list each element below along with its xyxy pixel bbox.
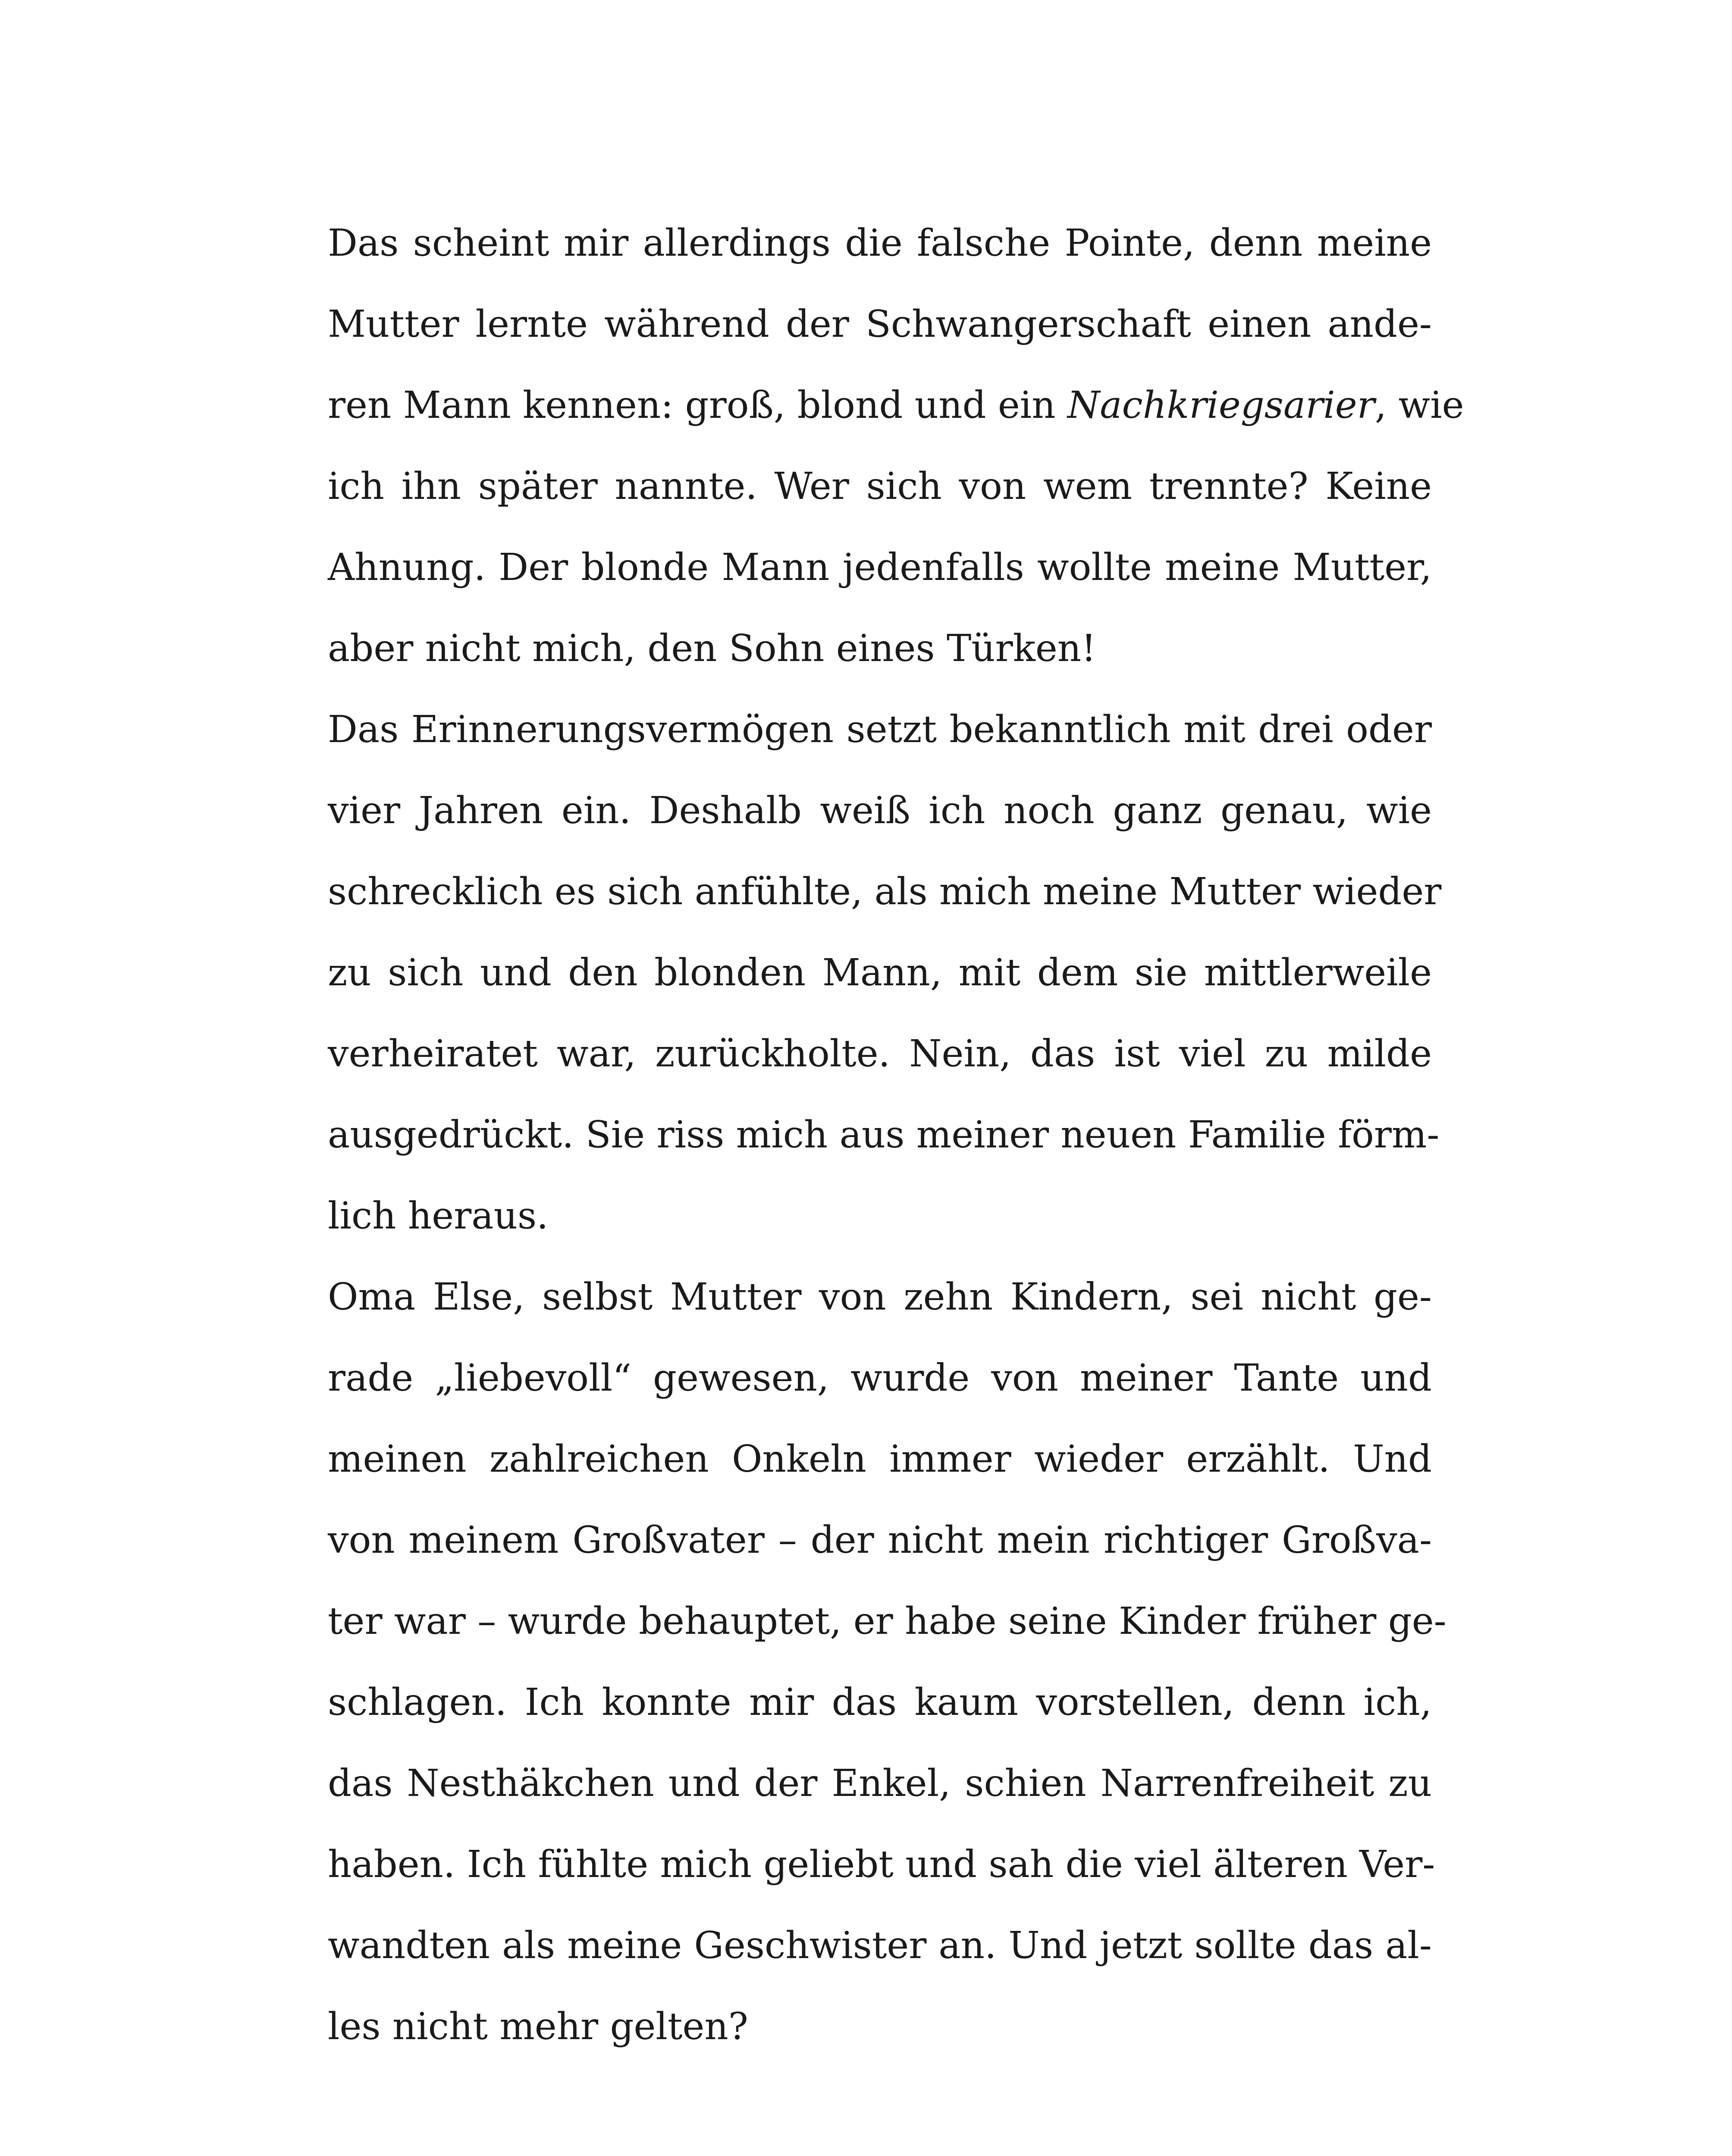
- text-line: [328, 1013, 1432, 1094]
- text-line: [328, 608, 1432, 689]
- text-segment: das Nesthäkchen und der Enkel, schien Narrenfreiheit zu: [328, 1762, 1432, 1805]
- text-segment: , wie: [1374, 384, 1464, 427]
- text-line: [328, 851, 1442, 932]
- text-segment: vier Jahren ein. Deshalb weiß ich noch ganz genau, wie: [328, 789, 1432, 832]
- text-segment: haben. Ich fühlte mich geliebt und sah die viel älteren Ver-: [328, 1843, 1435, 1886]
- text-segment: lich heraus.: [328, 1194, 549, 1238]
- paragraph: [328, 1257, 1446, 2067]
- italic-term: Nachkriegsarier: [1067, 384, 1375, 427]
- text-line: [328, 689, 1432, 770]
- body-text: [328, 203, 1464, 2067]
- text-segment: ren Mann kennen: groß, blond und ein: [328, 384, 1068, 427]
- text-line: [328, 1175, 1432, 1257]
- text-line: [328, 1257, 1432, 1338]
- text-line: [328, 203, 1432, 284]
- text-segment: meinen zahlreichen Onkeln immer wieder erzählt. Und: [328, 1438, 1432, 1481]
- text-line: [328, 1662, 1432, 1743]
- text-segment: ausgedrückt. Sie riss mich aus meiner neuen Familie förm-: [328, 1113, 1440, 1156]
- text-line: [328, 284, 1432, 365]
- text-line: [328, 1500, 1432, 1581]
- text-line: [328, 1743, 1432, 1824]
- text-segment: schrecklich es sich anfühlte, als mich meine Mutter wieder: [328, 870, 1442, 913]
- text-segment: ter war – wurde behauptet, er habe seine Kinder früher ge-: [328, 1600, 1446, 1643]
- text-segment: les nicht mehr gelten?: [328, 2005, 748, 2048]
- text-line: [328, 932, 1432, 1013]
- text-segment: schlagen. Ich konnte mir das kaum vorstellen, denn ich,: [328, 1681, 1432, 1724]
- text-segment: aber nicht mich, den Sohn eines Türken!: [328, 627, 1096, 670]
- text-line: [328, 446, 1432, 527]
- text-line: [328, 1986, 1432, 2067]
- text-segment: zu sich und den blonden Mann, mit dem sie mittlerweile: [328, 951, 1432, 994]
- text-line: [328, 527, 1432, 608]
- paragraph: [328, 689, 1442, 1257]
- text-line: [328, 1581, 1446, 1662]
- text-segment: Ahnung. Der blonde Mann jedenfalls wollte meine Mutter,: [328, 546, 1432, 589]
- text-line: [328, 770, 1432, 851]
- text-segment: verheiratet war, zurückholte. Nein, das ist viel zu milde: [328, 1032, 1432, 1075]
- text-segment: Das Erinnerungsvermögen setzt bekanntlich mit drei oder: [328, 708, 1432, 751]
- text-line: [328, 1905, 1432, 1986]
- paragraph: [328, 203, 1464, 689]
- text-line: [328, 1419, 1432, 1500]
- text-line: [328, 365, 1464, 446]
- text-segment: ich ihn später nannte. Wer sich von wem trennte? Keine: [328, 465, 1432, 508]
- text-line: [328, 1094, 1440, 1175]
- text-segment: wandten als meine Geschwister an. Und jetzt sollte das al-: [328, 1924, 1432, 1967]
- text-segment: Oma Else, selbst Mutter von zehn Kindern, sei nicht ge-: [328, 1275, 1432, 1319]
- text-line: [328, 1824, 1435, 1905]
- text-segment: rade „liebevoll“ gewesen, wurde von meiner Tante und: [328, 1357, 1432, 1400]
- text-segment: von meinem Großvater – der nicht mein richtiger Großva-: [328, 1519, 1432, 1562]
- text-segment: Mutter lernte während der Schwangerschaft einen ande-: [328, 303, 1432, 346]
- text-segment: Das scheint mir allerdings die falsche Pointe, denn meine: [328, 222, 1432, 265]
- text-line: [328, 1338, 1432, 1419]
